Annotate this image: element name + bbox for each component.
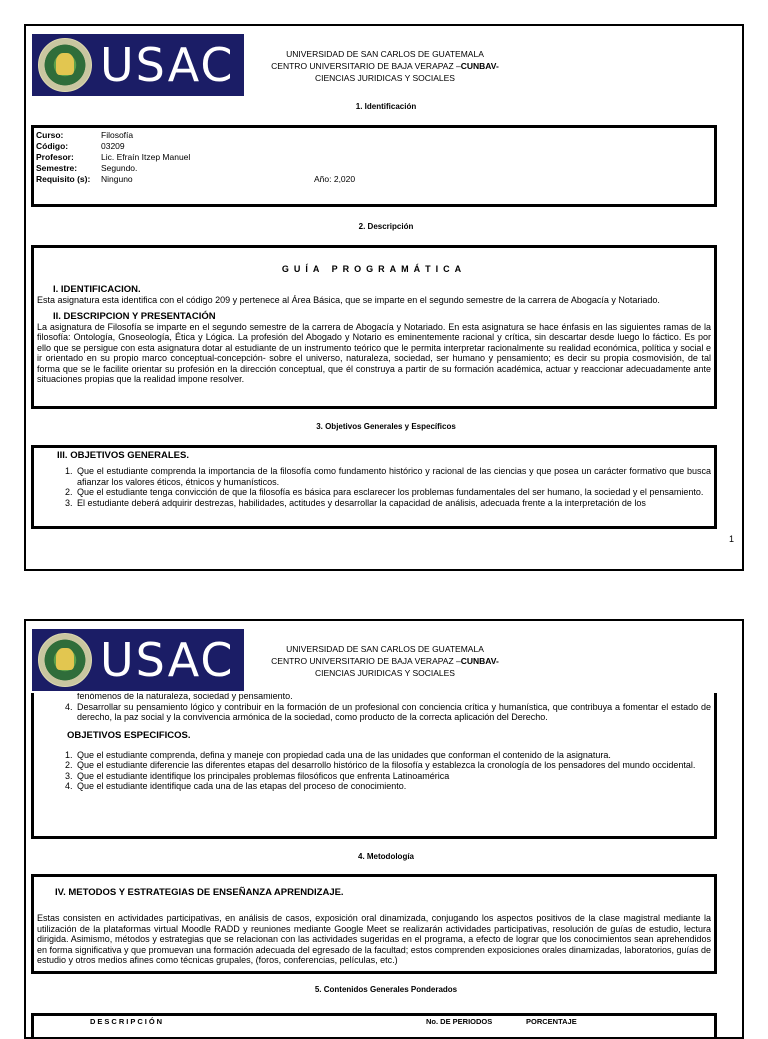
section-title-descripcion: 2. Descripción [358, 222, 414, 231]
guia-title: GUÍA PROGRAMÁTICA [281, 264, 467, 274]
logo-text: USAC [100, 38, 235, 92]
general-objectives-list [37, 466, 711, 508]
id-row-requisito: Requisito (s): Ninguno Año: 2,020 [36, 174, 356, 184]
heading-objetivos-especificos: OBJETIVOS ESPECIFICOS. [67, 729, 191, 741]
column-descripcion: DESCRIPCIÓN [90, 1017, 165, 1026]
section-title-contenidos: 5. Contenidos Generales Ponderados [314, 985, 458, 994]
university-name: UNIVERSIDAD DE SAN CARLOS DE GUATEMALA [286, 49, 484, 59]
list-item: 1. Que el estudiante comprenda la importancia de la filosofía como fundamento histórico y racional de las ciencias y que posea un carácter formativo que busca afianzar los valores éticos, étnicos y humanísticos. [75, 466, 711, 487]
year: Año: 2,020 [314, 174, 356, 184]
center-name: CENTRO UNIVERSITARIO DE BAJA VERAPAZ –CUNBAV- [271, 656, 499, 666]
list-item: 2. Que el estudiante diferencie las diferentes etapas del desarrollo histórico de la filosofía y establezca la cronología de los pensadores del mundo occidental. [75, 760, 711, 771]
list-item: 4. Que el estudiante identifique cada una de las etapas del proceso de conocimiento. [75, 781, 711, 792]
center-name: CENTRO UNIVERSITARIO DE BAJA VERAPAZ –CUNBAV- [271, 61, 499, 71]
column-porcentaje: PORCENTAJE [526, 1017, 577, 1026]
contents-table-header [31, 1013, 717, 1039]
id-row-codigo: Código: 03209 [36, 141, 125, 151]
id-row-curso: Curso: Filosofía [36, 130, 134, 140]
heading-objetivos-generales: III. OBJETIVOS GENERALES. [57, 450, 189, 461]
heading-identificacion: I. IDENTIFICACION. [53, 284, 141, 295]
document-header [260, 48, 510, 84]
objectives-continued-box [31, 693, 717, 839]
usac-logo [32, 34, 244, 96]
methodology-box [31, 874, 717, 974]
specific-objectives-list [37, 750, 711, 792]
section-title-objetivos: 3. Objetivos Generales y Específicos [316, 422, 456, 431]
heading-descripcion: II. DESCRIPCION Y PRESENTACIÓN [53, 310, 216, 322]
paragraph-identificacion: Esta asignatura esta identifica con el código 209 y pertenece al Área Básica, que se imparte en el segundo semestre de la carrera de Abogacía y Notariado. [37, 295, 660, 305]
faculty-name: CIENCIAS JURIDICAS Y SOCIALES [315, 73, 455, 83]
general-objectives-list-continued [37, 702, 711, 723]
identification-box [31, 125, 717, 207]
document-page-2 [24, 619, 744, 1039]
paragraph-descripcion: La asignatura de Filosofía se imparte en el segundo semestre de la carrera de Abogacía y Notariado. En esta asignatura se hace énfasis en las siguientes ramas de la filosofía: Ontología, Gnoseología, Ética y Lógica. La profesión del Abogado y Notario es eminentemente racional y crítica, sin descartar desde luego lo fáctico. Es por ello que se persigue con esta asignatura dotar al estudiante de un instrumento teórico que le permita interpretar racionalmente su realidad económica, política y social e ir orientado en su propio marco conceptual-concepción- sobre el universo, naturaleza, sociedad, ser humano y pensamiento; es decir su propia cosmovisión, de tal forma que se le facilite orientar su profesión en la dirección conceptual, que él construya a partir de su formación académica, actuar y reaccionar adecuadamente ante situaciones propias que la realidad impone resolver. [37, 321, 711, 384]
id-row-profesor: Profesor: Lic. Efraín Itzep Manuel [36, 152, 191, 162]
objective-continuation: fenómenos de la naturaleza, sociedad y pensamiento. [77, 693, 293, 701]
usac-logo [32, 629, 244, 691]
faculty-name: CIENCIAS JURIDICAS Y SOCIALES [315, 668, 455, 678]
section-title-identificacion: 1. Identificación [355, 102, 417, 111]
heading-metodos: IV. METODOS Y ESTRATEGIAS DE ENSEÑANZA APRENDIZAJE. [55, 887, 344, 898]
logo-text: USAC [100, 633, 235, 687]
section-title-metodologia: 4. Metodología [358, 852, 414, 861]
column-periodos: No. DE PERIODOS [426, 1017, 493, 1026]
document-header [260, 643, 510, 679]
id-row-semestre: Semestre: Segundo. [36, 163, 138, 173]
list-item: 1. Que el estudiante comprenda, defina y maneje con propiedad cada una de las unidades que conforman el contenido de la asignatura. [75, 750, 711, 761]
list-item: 3. El estudiante deberá adquirir destrezas, habilidades, actitudes y desarrollar la capacidad de análisis, adecuada frente a la interpretación de los [75, 498, 711, 509]
paragraph-metodos: Estas consisten en actividades participativas, en análisis de casos, exposición oral dinamizada, conjugando los aspectos positivos de la clase magistral mediante la utilización de la plataformas virtual Moodle RADD y reuniones mediante Google Meet se realizarán actividades participativas, resolución de guías de estudio, lectura dirigida. Asimismo, métodos y estrategias que se relacionan con las actividades sugeridas en el programa, a efecto de lograr que los conocimientos sean aprehendidos en forma significativa y que promuevan una formación adecuada del egresado de la facultad; estos comprenden exposiciones orales dinamizadas, laboratorios, guías de estudio y otros medios afines como técnicas grupales, (foros, conferencias, películas, etc.) [37, 913, 711, 965]
description-box [31, 245, 717, 409]
university-seal-icon [38, 633, 92, 687]
university-seal-icon [38, 38, 92, 92]
page-number: 1 [728, 534, 734, 544]
objectives-box [31, 445, 717, 529]
document-page-1 [24, 24, 744, 571]
university-name: UNIVERSIDAD DE SAN CARLOS DE GUATEMALA [286, 644, 484, 654]
list-item: 3. Que el estudiante identifique los principales problemas filosóficos que enfrenta Latinoamérica [75, 771, 711, 782]
list-item: 4. Desarrollar su pensamiento lógico y contribuir en la formación de un profesional con conciencia crítica y humanística, que contribuya a fomentar el estado de derecho, la paz social y la convivencia armónica de la sociedad, como producto de la correcta aplicación del Derecho. [75, 702, 711, 723]
list-item: 2. Que el estudiante tenga convicción de que la filosofía es básica para esclarecer los problemas fundamentales del ser humano, la sociedad y el pensamiento. [75, 487, 711, 498]
